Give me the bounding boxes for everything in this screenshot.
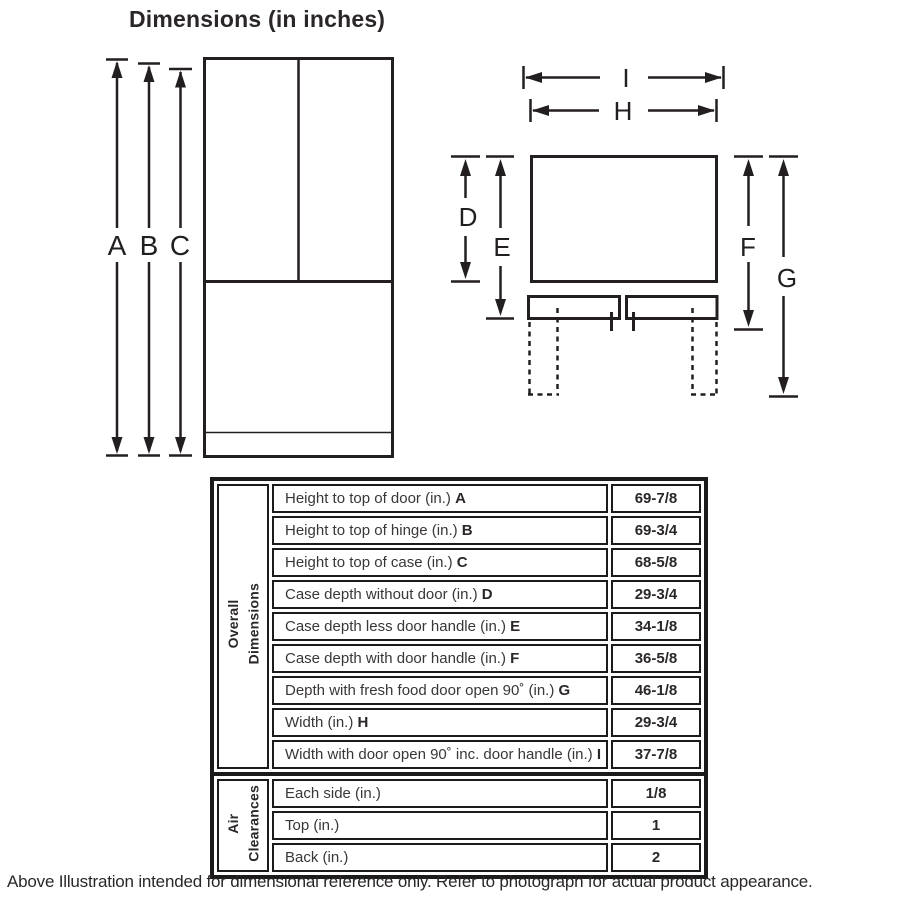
dim-letter-E: E [493,232,511,262]
group-header-line: Air [224,812,241,834]
dimension-value-cell: 1/8 [611,779,701,808]
table-row [217,580,701,609]
row-group-header [217,779,269,872]
dimension-value-cell: 69-3/4 [611,516,701,545]
open-door-outline [528,308,718,395]
row-group-header [217,484,269,769]
table-section [214,481,704,772]
dimension-value-cell: 46-1/8 [611,676,701,705]
dimension-label-cell [272,484,608,513]
dimension-label: Width (in.) [285,714,354,731]
dimension-label: Width with door open 90˚ inc. door handle (in.) [285,746,593,763]
dimension-label-cell [272,708,608,737]
dim-letter-F: F [740,232,756,262]
dimension-label-cell [272,548,608,577]
dimension-value-cell: 69-7/8 [611,484,701,513]
dimension-label: Case depth with door handle (in.) [285,650,506,667]
dimension-value-cell: 37-7/8 [611,740,701,769]
dimension-label: Height to top of case (in.) [285,554,453,571]
dimension-value-cell: 2 [611,843,701,872]
page-title: Dimensions (in inches) [129,6,386,32]
table-row [217,516,701,545]
dim-letter-D: D [458,202,478,232]
table-row [217,644,701,673]
dim-letter-G: G [776,263,798,293]
dimension-value-cell: 36-5/8 [611,644,701,673]
dimension-label: Case depth without door (in.) [285,586,478,603]
dim-letter-H: H [613,96,633,126]
table-row [217,612,701,641]
row-group-header-text [223,583,264,664]
table-row [217,779,701,808]
dimension-value-cell: 29-3/4 [611,580,701,609]
dimension-label: Top (in.) [285,817,340,834]
table-row [217,843,701,872]
row-group-header-text [223,785,264,862]
dimension-letter: E [510,618,521,635]
table-row [217,708,701,737]
dimension-value-cell: 68-5/8 [611,548,701,577]
table-row [217,548,701,577]
dim-letter-I: I [622,63,630,93]
dimension-label-cell [272,516,608,545]
dimension-label-cell [272,811,608,840]
dimension-value-cell: 34-1/8 [611,612,701,641]
dimension-letter: A [455,490,466,507]
table-row [217,676,701,705]
table-row [217,740,701,769]
dimension-letter: H [357,714,369,731]
dimensions-table [210,477,708,879]
dimension-label-cell [272,779,608,808]
dimension-letter: I [596,746,602,763]
dimension-label-cell [272,580,608,609]
dimension-value-cell: 1 [611,811,701,840]
group-header-line: Clearances [245,784,261,862]
dimension-label: Height to top of door (in.) [285,490,451,507]
dimension-letter: G [558,682,571,699]
dimension-label: Case depth less door handle (in.) [285,618,506,635]
table-row [217,811,701,840]
group-header-line: Dimensions [245,583,261,665]
arrow-C [169,69,192,456]
footnote: Above Illustration intended for dimensional reference only. Refer to photograph for actual product appearance. [7,872,813,891]
dimension-letter: D [481,586,493,603]
dimension-label: Back (in.) [285,849,349,866]
fridge-front-view [205,59,393,457]
fridge-side-view [528,157,718,395]
dim-letter-A: A [107,230,127,261]
dimension-label-cell [272,740,608,769]
dimension-label: Depth with fresh food door open 90˚ (in.) [285,682,555,699]
dimension-label: Height to top of hinge (in.) [285,522,458,539]
dimension-label-cell [272,676,608,705]
dim-letter-C: C [169,230,191,261]
dimension-letter: B [461,522,473,539]
table-row [217,484,701,513]
dimension-label-cell [272,612,608,641]
dimension-label-cell [272,843,608,872]
dim-letter-B: B [139,230,159,261]
dimension-letter: C [456,554,468,571]
dimension-letter: F [510,650,520,667]
table-section [214,776,704,875]
dimension-label: Each side (in.) [285,785,381,802]
dimension-value-cell: 29-3/4 [611,708,701,737]
dimension-label-cell [272,644,608,673]
group-header-line: Overall [224,599,241,649]
